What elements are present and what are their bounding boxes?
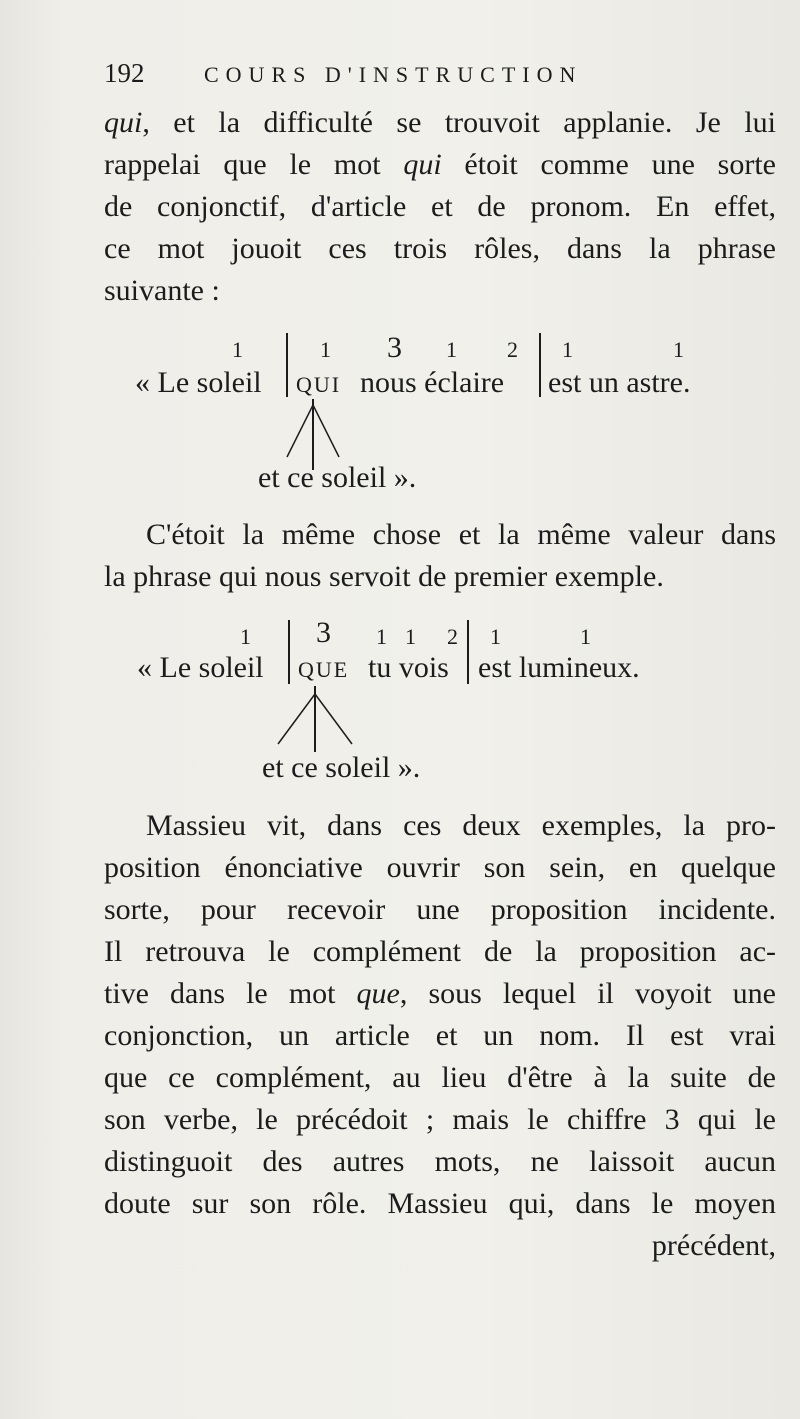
text-line: qui, et la difficulté se trouvoit applanie. Je lui: [104, 106, 776, 139]
clause-main-start: « Le soleil: [137, 651, 264, 684]
diagram-continuation: et ce soleil ».: [258, 461, 417, 494]
word-number: 1: [580, 624, 591, 649]
text-line: suivante :: [104, 274, 220, 307]
word-number: 1: [240, 624, 251, 649]
word-number: 1: [320, 337, 331, 362]
word-number: 1: [490, 624, 501, 649]
text-line: sorte, pour recevoir une proposition incidente.: [104, 893, 776, 926]
word-number: 1: [405, 624, 416, 649]
running-title: COURS D'INSTRUCTION: [204, 62, 583, 87]
word-number-emphasis: 3: [316, 616, 331, 649]
text-line: Il retrouva le complément de la proposition ac-: [104, 935, 776, 968]
clause-main-start: « Le soleil: [135, 366, 262, 399]
relative-pronoun: QUE: [298, 657, 350, 682]
sentence-diagram-1: [0, 325, 800, 500]
clause-incident: tu vois: [368, 651, 449, 684]
word-number-emphasis: 3: [387, 331, 402, 364]
text-line: tive dans le mot que, sous lequel il voyoit une: [104, 977, 776, 1010]
page-header: [104, 58, 704, 98]
page-number: 192: [104, 58, 145, 88]
diagram-continuation: et ce soleil ».: [262, 751, 421, 784]
text-line: distinguoit des autres mots, ne laissoit aucun: [104, 1145, 776, 1178]
word-number: 1: [673, 337, 684, 362]
text-line: rappelai que le mot qui étoit comme une sorte: [104, 148, 776, 181]
catchword: précédent,: [651, 1229, 776, 1262]
clause-main-end: est un astre.: [548, 366, 691, 399]
word-number: 2: [507, 337, 518, 362]
text-line: C'étoit la même chose et la même valeur dans: [146, 518, 776, 551]
text-line: que ce complément, au lieu d'être à la suite de: [104, 1061, 776, 1094]
clause-incident: nous éclaire: [360, 366, 505, 399]
word-number: 1: [376, 624, 387, 649]
text-line: son verbe, le précédoit ; mais le chiffre 3 qui le: [104, 1103, 776, 1136]
word-number: 1: [446, 337, 457, 362]
text-line: la phrase qui nous servoit de premier exemple.: [104, 560, 664, 593]
word-number: 1: [232, 337, 243, 362]
text-line: Massieu vit, dans ces deux exemples, la pro-: [146, 809, 776, 842]
text-line: ce mot jouoit ces trois rôles, dans la phrase: [104, 232, 776, 265]
text-line: position énonciative ouvrir son sein, en quelque: [104, 851, 776, 884]
text-line: doute sur son rôle. Massieu qui, dans le moyen: [104, 1187, 776, 1220]
clause-main-end: est lumineux.: [478, 651, 640, 684]
word-number: 2: [447, 624, 458, 649]
text-line: conjonction, un article et un nom. Il est vrai: [104, 1019, 776, 1052]
sentence-diagram-2: [0, 612, 800, 787]
text-line: de conjonctif, d'article et de pronom. En effet,: [104, 190, 776, 223]
word-number: 1: [562, 337, 573, 362]
relative-pronoun: QUI: [296, 372, 342, 397]
